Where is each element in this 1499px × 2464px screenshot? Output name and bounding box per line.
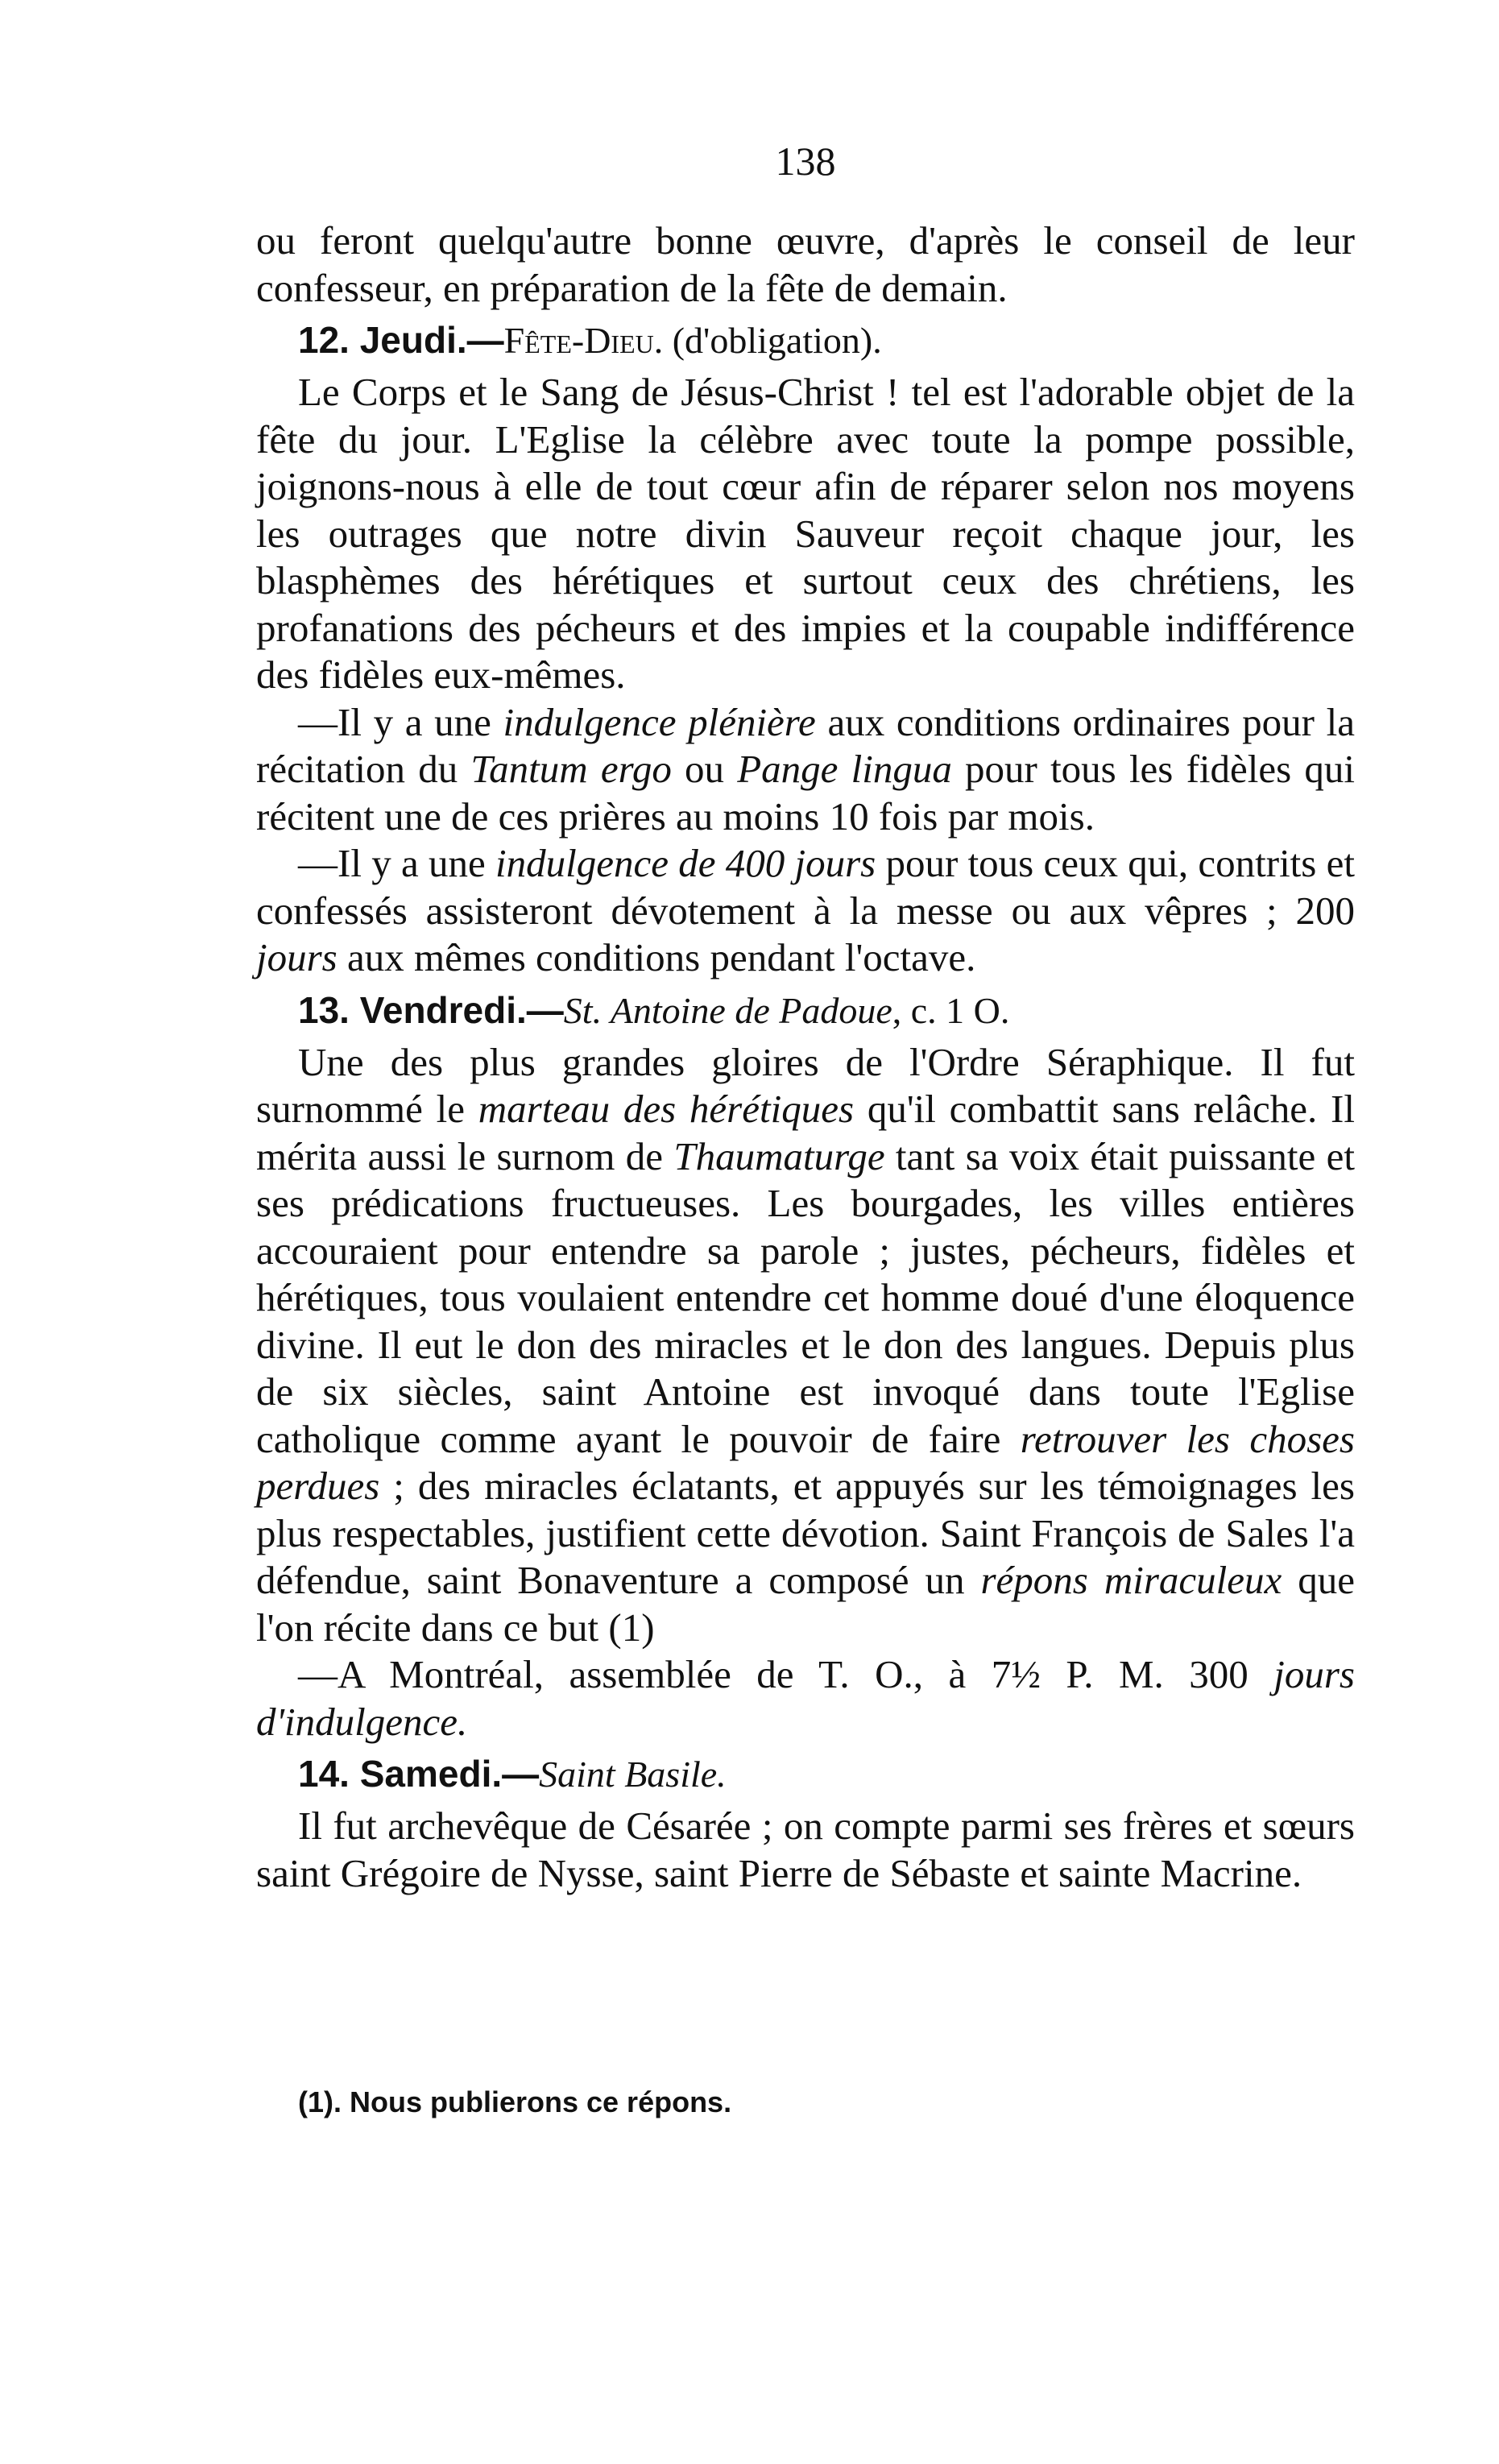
text-run: aux conditions ordinaires pour la récitation du bbox=[256, 699, 1355, 791]
day-13-label: 13. Vendredi. bbox=[298, 988, 527, 1031]
text-run: qu'il combattit sans relâche. Il mérita aussi le surnom de bbox=[256, 1087, 1355, 1178]
day-13-paragraph-1 bbox=[256, 1039, 1355, 1652]
italic-run: Thaumaturge bbox=[673, 1133, 885, 1178]
heading-dash: — bbox=[466, 319, 504, 361]
text-run: —Il y a une bbox=[298, 841, 495, 885]
day-12-paragraph-2 bbox=[256, 699, 1355, 841]
intro-paragraph: ou feront quelqu'autre bonne œuvre, d'après le conseil de leur confesseur, en préparation de la fête de demain. bbox=[256, 218, 1355, 310]
feast-name: Fête-Dieu. bbox=[503, 320, 664, 361]
saint-name: St. Antoine de Padoue bbox=[563, 989, 892, 1031]
italic-run: jours bbox=[256, 935, 337, 979]
day-12-paragraph-1: Le Corps et le Sang de Jésus-Christ ! tel est l'adorable objet de la fête du jour. L'Eglise la célèbre avec toute la pompe possible, joignons-nous à elle de tout cœur afin de réparer selon nos moyens les outrages que notre divin Sauveur reçoit chaque jour, les blasphèmes des hérétiques et surtout ceux des chrétiens, les profanations des pécheurs et des impies et la coupable indifférence des fidèles eux-mêmes. bbox=[256, 370, 1355, 697]
italic-run: retrouver les choses perdues bbox=[256, 1416, 1355, 1508]
text-run: pour tous les fidèles qui récitent une de ces prières au moins 10 fois par mois. bbox=[256, 747, 1355, 839]
heading-dash: — bbox=[526, 988, 564, 1031]
page-body bbox=[256, 137, 1355, 1897]
text-run: ; des miracles éclatants, et appuyés sur les témoignages les plus respectables, justifient cette dévotion. Saint François de Sales l'a défendue, saint Bonaventure a composé un bbox=[256, 1464, 1355, 1602]
footnote: (1). Nous publierons ce répons. bbox=[298, 2085, 732, 2118]
text-run: tant sa voix était puissante et ses prédications fructueuses. Les bourgades, les villes entières accouraient pour entendre sa parole ; justes, pécheurs, fidèles et hérétiques, tous voulaient entendre cet homme doué d'une éloquence divine. Il eut le don des miracles et le don des langues. Depuis plus de six siècles, saint Antoine est invoqué dans toute l'Eglise catholique comme ayant le pouvoir de faire bbox=[256, 1133, 1355, 1461]
text-run: Une des plus grandes gloires de l'Ordre Séraphique. Il fut surnommé le bbox=[256, 1039, 1355, 1131]
italic-run: Pange lingua bbox=[737, 747, 952, 791]
saint-rank: , c. 1 O. bbox=[892, 989, 1010, 1031]
text-run: ou bbox=[671, 747, 738, 791]
day-14-label: 14. Samedi. bbox=[298, 1753, 503, 1795]
page-number: 138 bbox=[775, 139, 836, 184]
feast-note: (d'obligation). bbox=[663, 320, 882, 361]
day-13-heading bbox=[298, 985, 1355, 1036]
italic-run: indulgence plénière bbox=[503, 699, 816, 744]
text-run: que l'on récite dans ce but (1) bbox=[256, 1558, 1356, 1650]
italic-run: indulgence de 400 jours bbox=[495, 841, 876, 885]
day-13-paragraph-2 bbox=[256, 1651, 1355, 1746]
saint-name: Saint Basile. bbox=[539, 1754, 727, 1795]
day-12-paragraph-3 bbox=[256, 840, 1355, 982]
day-14-paragraph-1: Il fut archevêque de Césarée ; on compte parmi ses frères et sœurs saint Grégoire de Nysse, saint Pierre de Sébaste et sainte Macrine. bbox=[256, 1803, 1355, 1895]
day-14-heading bbox=[298, 1749, 1355, 1799]
heading-dash: — bbox=[502, 1753, 540, 1795]
text-run: aux mêmes conditions pendant l'octave. bbox=[337, 935, 976, 979]
day-12-heading bbox=[298, 315, 1355, 366]
text-run: pour tous ceux qui, contrits et confessés assisteront dévotement à la messe ou aux vêpres ; 200 bbox=[256, 841, 1355, 933]
text-run: —A Montréal, assemblée de T. O., à 7½ P. M. 300 bbox=[298, 1652, 1274, 1696]
day-12-label: 12. Jeudi. bbox=[298, 319, 467, 361]
italic-run: Tantum ergo bbox=[470, 747, 672, 791]
italic-run: répons miraculeux bbox=[980, 1558, 1282, 1602]
text-run: —Il y a une bbox=[298, 699, 503, 744]
italic-run: marteau des hérétiques bbox=[478, 1087, 855, 1131]
italic-run: jours d'indulgence. bbox=[256, 1652, 1355, 1744]
